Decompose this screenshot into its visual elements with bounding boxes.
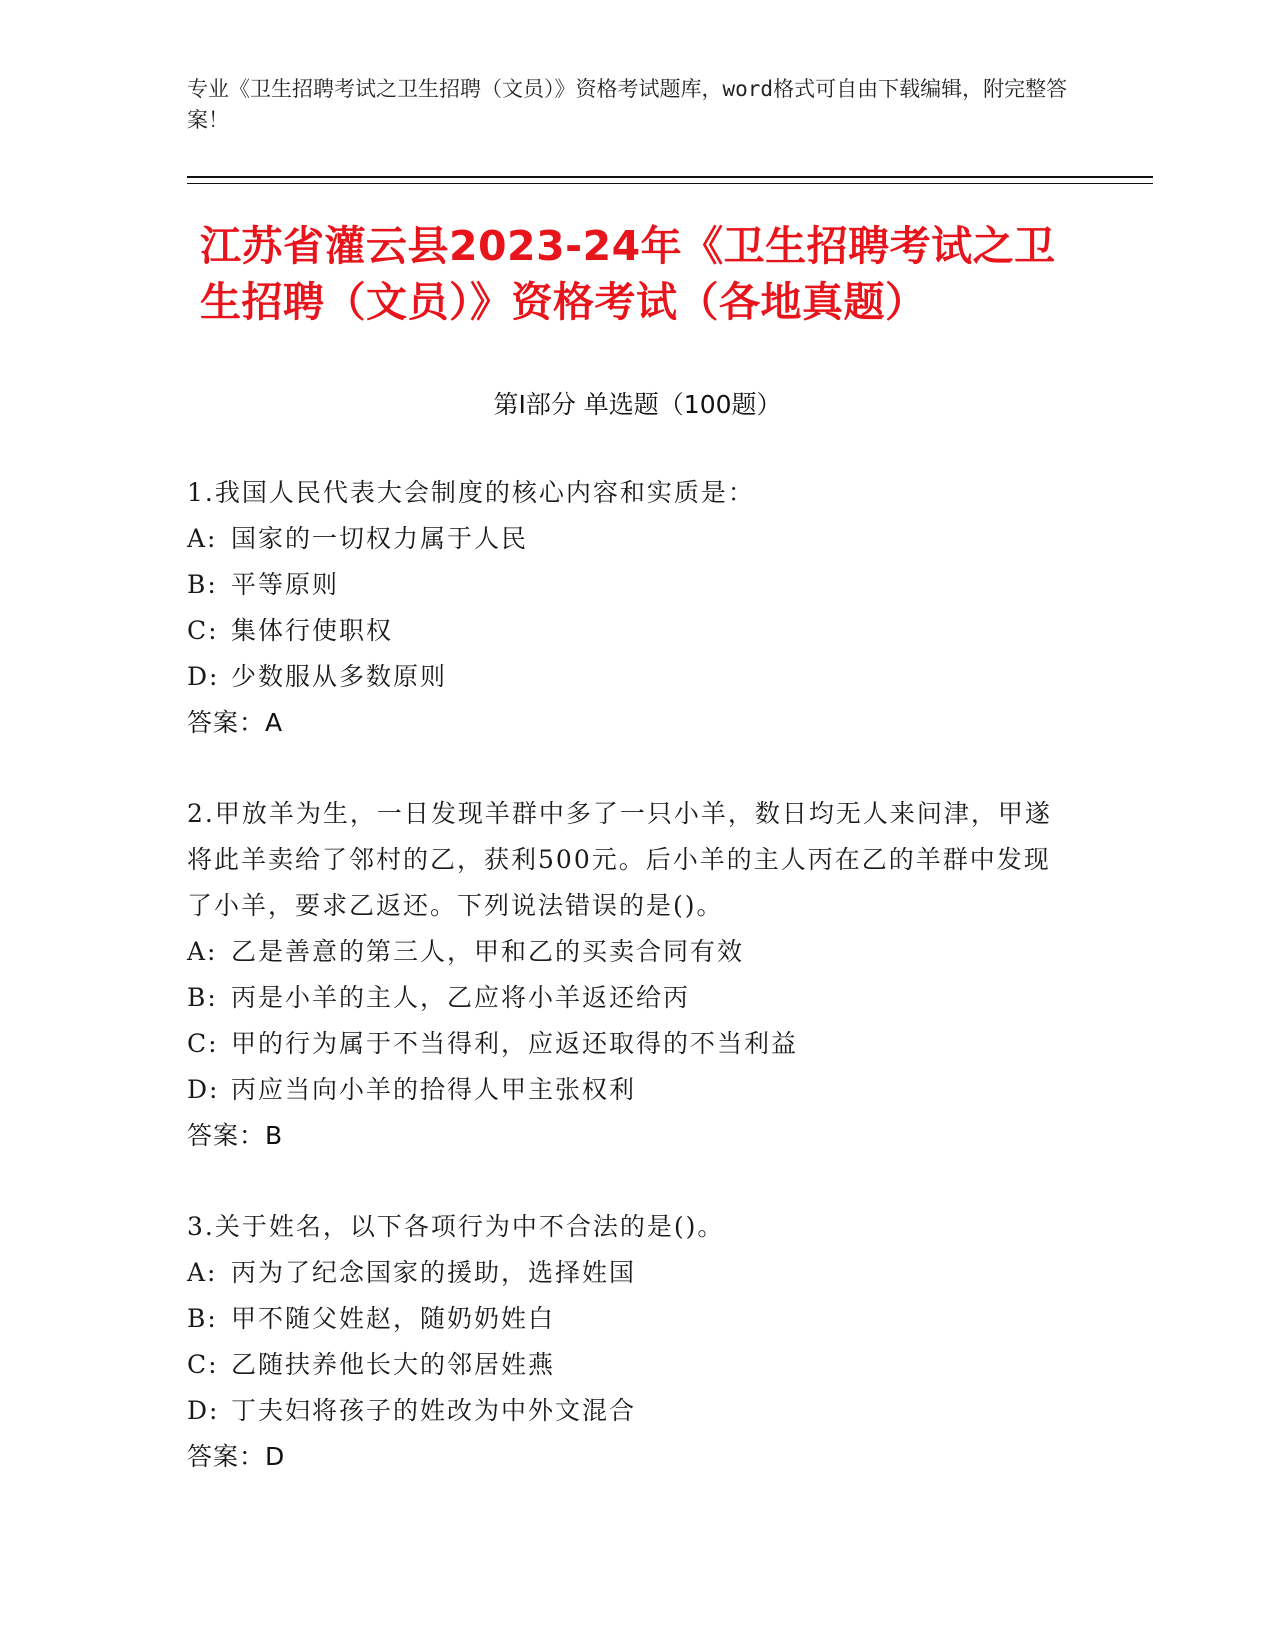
option-text: 丙为了纪念国家的援助，选择姓国	[231, 1258, 637, 1287]
option-text: 国家的一切权力属于人民	[231, 524, 529, 553]
answer-line: 答案：B	[187, 1121, 284, 1150]
question-3	[187, 1204, 1067, 1480]
option-text: 丁夫妇将孩子的姓改为中外文混合	[231, 1396, 637, 1425]
option-b	[187, 1296, 1067, 1342]
option-a	[187, 516, 1067, 562]
option-text: 丙是小羊的主人，乙应将小羊返还给丙	[231, 983, 691, 1012]
option-text: 甲不随父姓赵，随奶奶姓白	[231, 1304, 556, 1333]
option-d	[187, 1388, 1067, 1434]
option-letter: D:	[187, 1396, 220, 1425]
option-text: 乙是善意的第三人，甲和乙的买卖合同有效	[231, 937, 745, 966]
answer-line: 答案：D	[187, 1442, 286, 1471]
section-heading: 第Ⅰ部分 单选题（100题）	[493, 390, 782, 419]
option-letter: C:	[187, 1029, 219, 1058]
option-c	[187, 608, 1067, 654]
option-text: 集体行使职权	[231, 616, 394, 645]
question-list	[187, 470, 1067, 1525]
option-d	[187, 654, 1067, 700]
option-c	[187, 1021, 1067, 1067]
header-divider-thick	[187, 176, 1153, 178]
question-stem: 2.甲放羊为生，一日发现羊群中多了一只小羊，数日均无人来问津，甲遂将此羊卖给了邻村的乙，获利500元。后小羊的主人丙在乙的羊群中发现了小羊，要求乙返还。下列说法错误的是()。	[187, 799, 1052, 920]
option-text: 乙随扶养他长大的邻居姓燕	[231, 1350, 556, 1379]
option-text: 少数服从多数原则	[231, 662, 448, 691]
answer-line: 答案：A	[187, 708, 284, 737]
document-title: 江苏省灌云县2023-24年《卫生招聘考试之卫生招聘（文员）》资格考试（各地真题）	[200, 222, 1056, 326]
option-text: 平等原则	[231, 570, 340, 599]
option-d	[187, 1067, 1067, 1113]
option-letter: C:	[187, 1350, 219, 1379]
option-letter: D:	[187, 662, 220, 691]
option-c	[187, 1342, 1067, 1388]
header-note: 专业《卫生招聘考试之卫生招聘（文员）》资格考试题库，word格式可自由下载编辑，附完整答案！	[187, 77, 1068, 132]
option-b	[187, 562, 1067, 608]
option-letter: C:	[187, 616, 219, 645]
header-divider-thin	[187, 183, 1153, 184]
option-letter: B:	[187, 983, 218, 1012]
option-text: 甲的行为属于不当得利，应返还取得的不当利益	[231, 1029, 799, 1058]
option-b	[187, 975, 1067, 1021]
option-letter: A:	[187, 524, 218, 553]
option-letter: A:	[187, 937, 218, 966]
question-stem: 3.关于姓名，以下各项行为中不合法的是()。	[187, 1212, 725, 1241]
option-text: 丙应当向小羊的拾得人甲主张权利	[231, 1075, 637, 1104]
option-letter: D:	[187, 1075, 220, 1104]
option-letter: B:	[187, 1304, 218, 1333]
option-a	[187, 1250, 1067, 1296]
question-1	[187, 470, 1067, 746]
option-letter: B:	[187, 570, 218, 599]
question-stem: 1.我国人民代表大会制度的核心内容和实质是：	[187, 478, 755, 507]
option-letter: A:	[187, 1258, 218, 1287]
question-2	[187, 791, 1067, 1159]
option-a	[187, 929, 1067, 975]
